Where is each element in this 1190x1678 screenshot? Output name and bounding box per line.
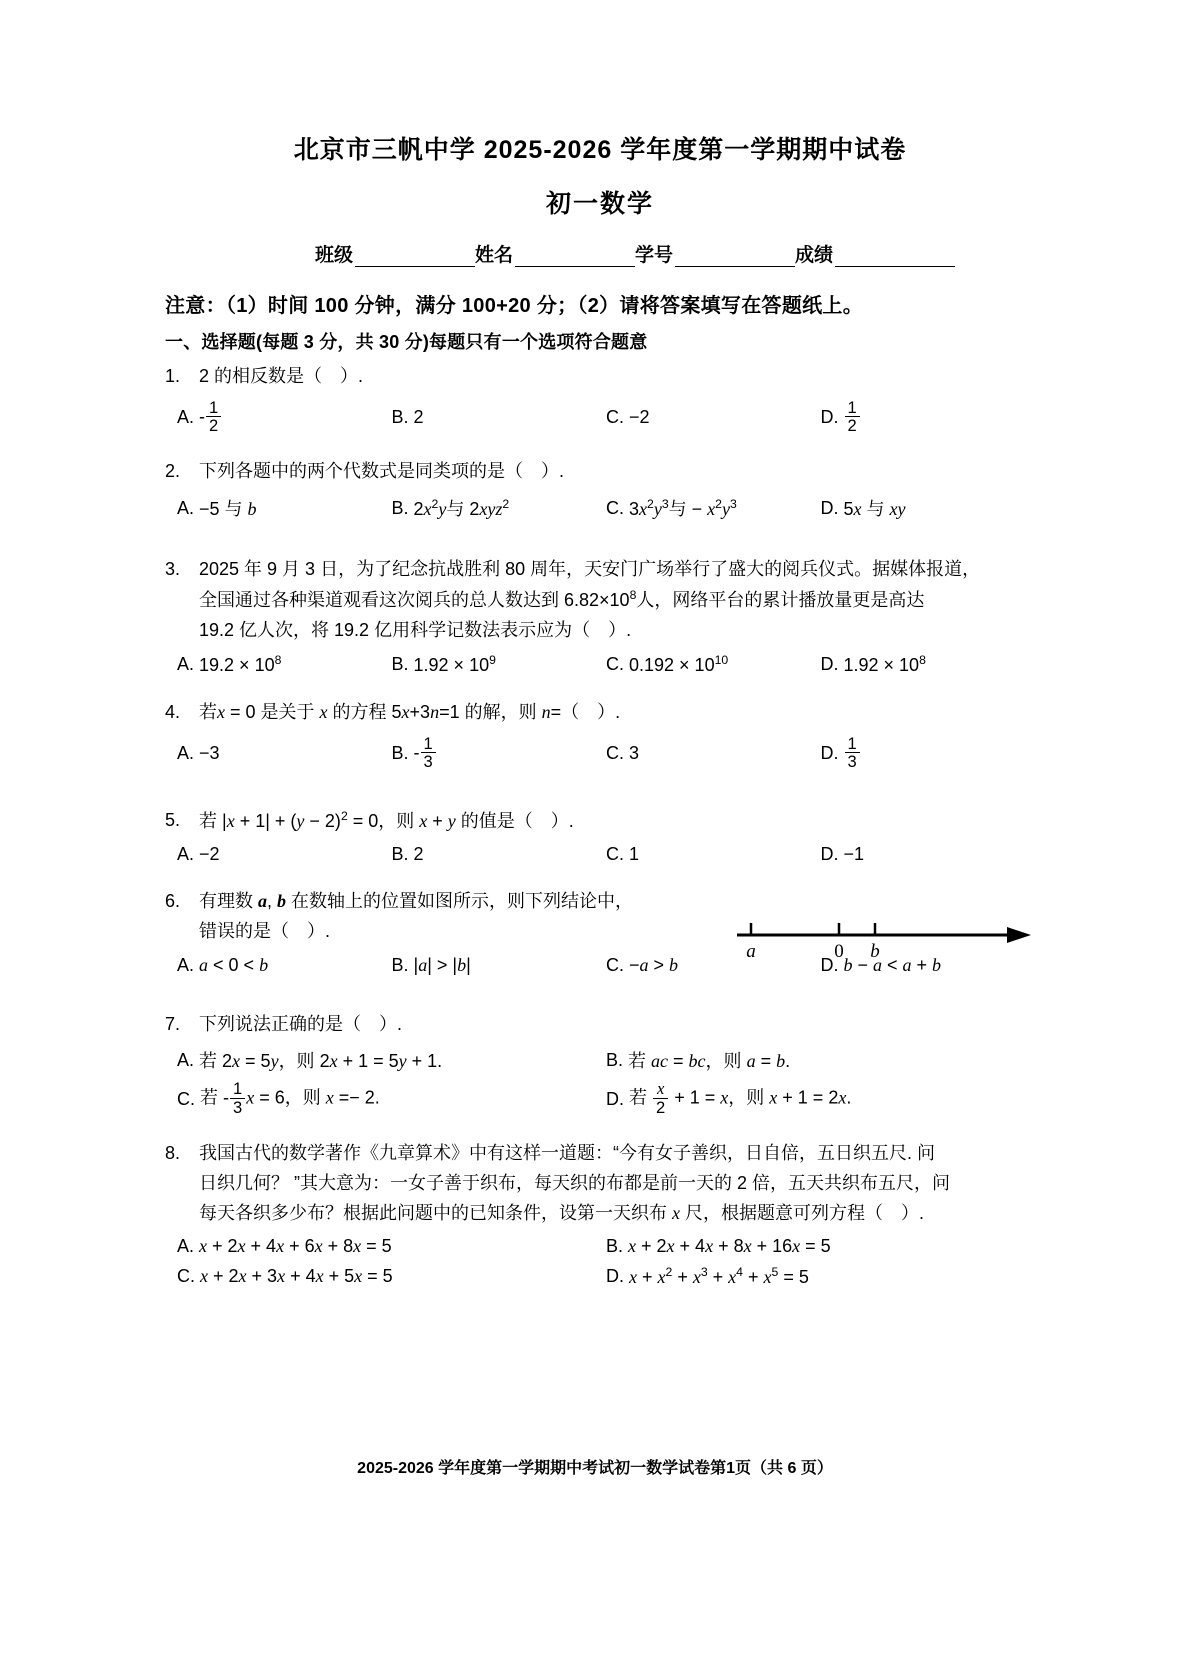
number-line-svg [735,905,1035,963]
option-c[interactable] [606,743,821,764]
question-stem [165,457,1035,487]
option-value: 5x 与 xy [843,499,906,520]
option-tag: D. [606,1088,624,1109]
option-tag: B. [391,497,409,518]
option-b[interactable] [606,1047,1035,1073]
question-list [165,362,1035,1306]
question-stem [165,555,1035,645]
question-text [199,362,1035,392]
option-tag: B. [391,844,409,865]
question-text-line: 错误的是（ ）. [199,921,331,942]
option-value: 2 [413,407,424,428]
question-text [199,555,1035,645]
field-score-label: 成绩 [795,245,834,266]
question-text-line: 我国古代的数学著作《九章算术》中有这样一道题：“今有女子善织，日自倍，五日织五尺. 问 [199,1143,935,1164]
spacer [165,529,1035,551]
option-tag: B. [391,407,409,428]
spacer [165,1296,1035,1306]
question-4 [165,698,1035,801]
option-value: 3 [629,743,640,764]
question-stem [165,698,1035,728]
option-tag: C. [606,743,624,764]
option-value: $19.2 \times 10^8$ [199,653,282,676]
option-d[interactable] [606,1081,1035,1117]
option-d[interactable] [606,1265,1035,1288]
student-info-line [165,240,1035,267]
option-value: $1.92 \times 10^8$ [843,653,926,676]
option-value: 若 2x = 5y，则 2x + 1 = 5y + 1. [199,1051,443,1072]
option-value: $\frac{1}{3}$ [844,736,861,772]
option-value: x + 2x + 4x + 6x + 8x = 5 [199,1236,392,1257]
question-text-line: 有理数 a, b 在数轴上的位置如图所示，则下列结论中， [199,891,634,912]
option-b[interactable] [606,1236,1035,1257]
option-row [165,1236,1035,1257]
option-row [165,844,1035,865]
option-tag: C. [177,1266,195,1287]
option-tag: A. [177,954,195,975]
option-c[interactable] [606,653,821,676]
option-c[interactable] [606,495,821,521]
spacer [165,984,1035,1006]
option-tag: A. [177,407,195,428]
field-name-label: 姓名 [474,245,513,266]
option-value: $\frac{1}{2}$ [844,400,861,436]
option-tag: B. [391,954,409,975]
option-value: 若 - $\frac{1}{3}$ x = 6，则 x =− 2. [200,1079,380,1117]
option-value: |a| > |b| [413,954,471,975]
option-value: −5 与 b [199,499,257,520]
option-value: $x + x^2 + x^3 + x^4 + x^5 = 5$ [629,1265,809,1288]
option-value: 若 ac = bc，则 a = b. [628,1051,791,1072]
field-studentid-label: 学号 [635,245,674,266]
option-c[interactable] [606,407,821,428]
option-value: x + 2x + 3x + 4x + 5x = 5 [200,1266,393,1287]
question-text-line: 日织几何？ ”其大意为：一女子善于织布，每天织的布都是前一天的 2 倍，五天共织布五尺，问 [199,1172,951,1193]
option-tag: A. [177,497,195,518]
option-tag: D. [820,844,839,865]
question-number: 4. [165,702,181,723]
option-tag: D. [820,743,839,764]
option-a[interactable] [177,1047,606,1073]
option-d[interactable] [821,653,1036,676]
option-tag: B. [391,654,409,675]
spacer [165,684,1035,694]
option-tag: C. [606,407,624,428]
question-text-line: 下列各题中的两个代数式是同类项的是（ ）. [199,461,564,482]
option-row [165,495,1035,521]
question-number: 8. [165,1143,181,1164]
option-value: 若 $\frac{x}{2}$ + 1 = x，则 x + 1 = 2x. [629,1079,852,1117]
question-text [199,1010,1035,1040]
option-tag: C. [177,1088,195,1109]
option-tag: A. [177,1236,195,1257]
option-tag: C. [606,497,624,518]
option-a[interactable] [177,397,392,436]
option-b[interactable] [392,653,607,676]
option-tag: C. [606,654,624,675]
exam-sheet [165,130,1035,1310]
field-name-input[interactable] [515,249,635,267]
option-c[interactable] [177,1081,606,1117]
option-a[interactable] [177,955,392,976]
spacer [165,873,1035,883]
option-value: $3x^2y^3$与 − $x^2y^3$ [629,497,737,520]
option-value: x + 2x + 4x + 8x + 16x = 5 [628,1236,831,1257]
option-row [165,1047,1035,1073]
option-a[interactable] [177,495,392,521]
field-class-label: 班级 [314,245,353,266]
field-name [475,240,635,267]
option-value: - $\frac{1}{3}$ [414,736,437,772]
option-tag: D. [820,954,839,975]
option-tag: C. [606,844,624,865]
option-b[interactable] [391,733,607,772]
option-a[interactable] [177,743,392,764]
question-8 [165,1139,1035,1306]
question-5 [165,806,1035,884]
option-tag: B. [606,1049,624,1070]
option-value: b − a < a + b [843,954,942,975]
question-text-line: 若 $|x + 1| + (y - 2)^2 = 0$，则 x + y 的值是（ ）. [199,808,574,831]
option-d[interactable] [821,844,1036,865]
option-a[interactable] [177,1236,606,1257]
question-3 [165,555,1035,694]
option-d[interactable] [821,495,1036,521]
option-b[interactable] [392,495,607,521]
question-number: 7. [165,1013,181,1034]
question-text-line: 19.2 亿人次，将 19.2 亿用科学记数法表示应为（ ）. [199,619,632,640]
option-value: 1 [629,844,640,865]
subject-title: 初一数学 [545,190,654,218]
option-b[interactable] [392,844,607,865]
question-number: 3. [165,559,181,580]
field-studentid [635,240,795,267]
spacer [165,1125,1035,1135]
option-tag: D. [820,654,839,675]
question-text-line: 每天各织多少布？根据此问题中的已知条件，设第一天织布 x 尺，根据题意可列方程（ ）. [199,1202,925,1223]
question-number: 1. [165,366,181,386]
option-c[interactable] [177,1266,606,1287]
number-line-figure [735,905,1035,965]
exam-notice: 注意：（1）时间 100 分钟，满分 100+20 分；（2）请将答案填写在答题纸上。 [165,295,864,317]
option-value: $2x^2y$与 2xyz$^2$ [413,497,510,520]
option-tag: B. [391,743,409,764]
option-b[interactable] [392,955,607,976]
option-b[interactable] [392,407,607,428]
option-row [165,1081,1035,1117]
option-tag: C. [606,954,624,975]
option-tag: A. [177,654,195,675]
option-d[interactable] [820,397,1036,436]
option-value: - $\frac{1}{2}$ [199,400,222,436]
option-tag: D. [606,1266,624,1287]
option-value: $0.192 \times 10^{10}$ [629,653,729,676]
question-text-line: 若x = 0 是关于 x 的方程 5x+3n=1 的解，则 n=（ ）. [199,702,621,723]
option-row [165,1265,1035,1288]
question-text [199,1139,1035,1228]
option-a[interactable] [177,653,392,676]
question-2 [165,457,1035,551]
option-value: −3 [199,743,220,764]
question-stem [165,362,1035,392]
option-tag: A. [177,743,195,764]
question-7 [165,1010,1035,1135]
option-tag: B. [606,1236,624,1257]
question-stem [165,1010,1035,1040]
field-class [315,240,475,267]
option-row [165,733,1035,772]
option-value: $1.92 \times 10^9$ [413,653,496,676]
option-tag: A. [177,844,195,865]
question-text-line: 下列说法正确的是（ ）. [199,1013,402,1034]
spacer [165,780,1035,802]
option-value: −2 [199,844,220,865]
option-value: −1 [843,844,865,865]
question-text [199,806,1035,837]
question-stem [165,1139,1035,1228]
option-d[interactable] [820,733,1036,772]
field-score-input[interactable] [835,249,955,267]
option-tag: D. [820,407,839,428]
option-value: −2 [629,407,650,428]
question-number: 2. [165,461,181,482]
number-line-label-b: b [870,941,880,962]
option-value: a < 0 < b [199,954,269,975]
number-line-label-zero: 0 [834,941,844,962]
question-text-line: 全国通过各种渠道观看这次阅兵的总人数达到 $6.82\times 10^8$人，网络平台的累计播放量更是高达 [199,587,925,610]
question-text [199,457,1035,487]
option-row [165,397,1035,436]
question-text-line: 2025 年 9 月 3 日，为了纪念抗战胜利 80 周年，天安门广场举行了盛大的阅兵仪式。据媒体报道， [199,559,981,580]
field-studentid-input[interactable] [675,249,795,267]
field-score [795,240,955,267]
number-line-label-a: a [746,941,756,962]
option-value: 2 [413,844,424,865]
question-stem [165,806,1035,837]
page-title: 北京市三帆中学 2025-2026 学年度第一学期期中试卷 [293,136,907,164]
option-row [165,653,1035,676]
section-heading-choice: 一、选择题(每题 3 分，共 30 分)每题只有一个选项符合题意 [165,332,648,352]
question-text [199,698,1035,728]
question-number: 5. [165,809,181,830]
page-footer: 2025-2026 学年度第一学期期中考试初一数学试卷第1页（共 6 页） [357,1460,833,1477]
option-tag: D. [820,497,839,518]
question-number: 6. [165,891,181,912]
question-text-line: 2 的相反数是（ ）. [199,366,364,386]
field-class-input[interactable] [355,249,475,267]
option-a[interactable] [177,844,392,865]
option-value: −a > b [629,954,679,975]
option-c[interactable] [606,844,821,865]
question-1 [165,362,1035,453]
spacer [165,443,1035,453]
option-tag: A. [177,1049,195,1070]
